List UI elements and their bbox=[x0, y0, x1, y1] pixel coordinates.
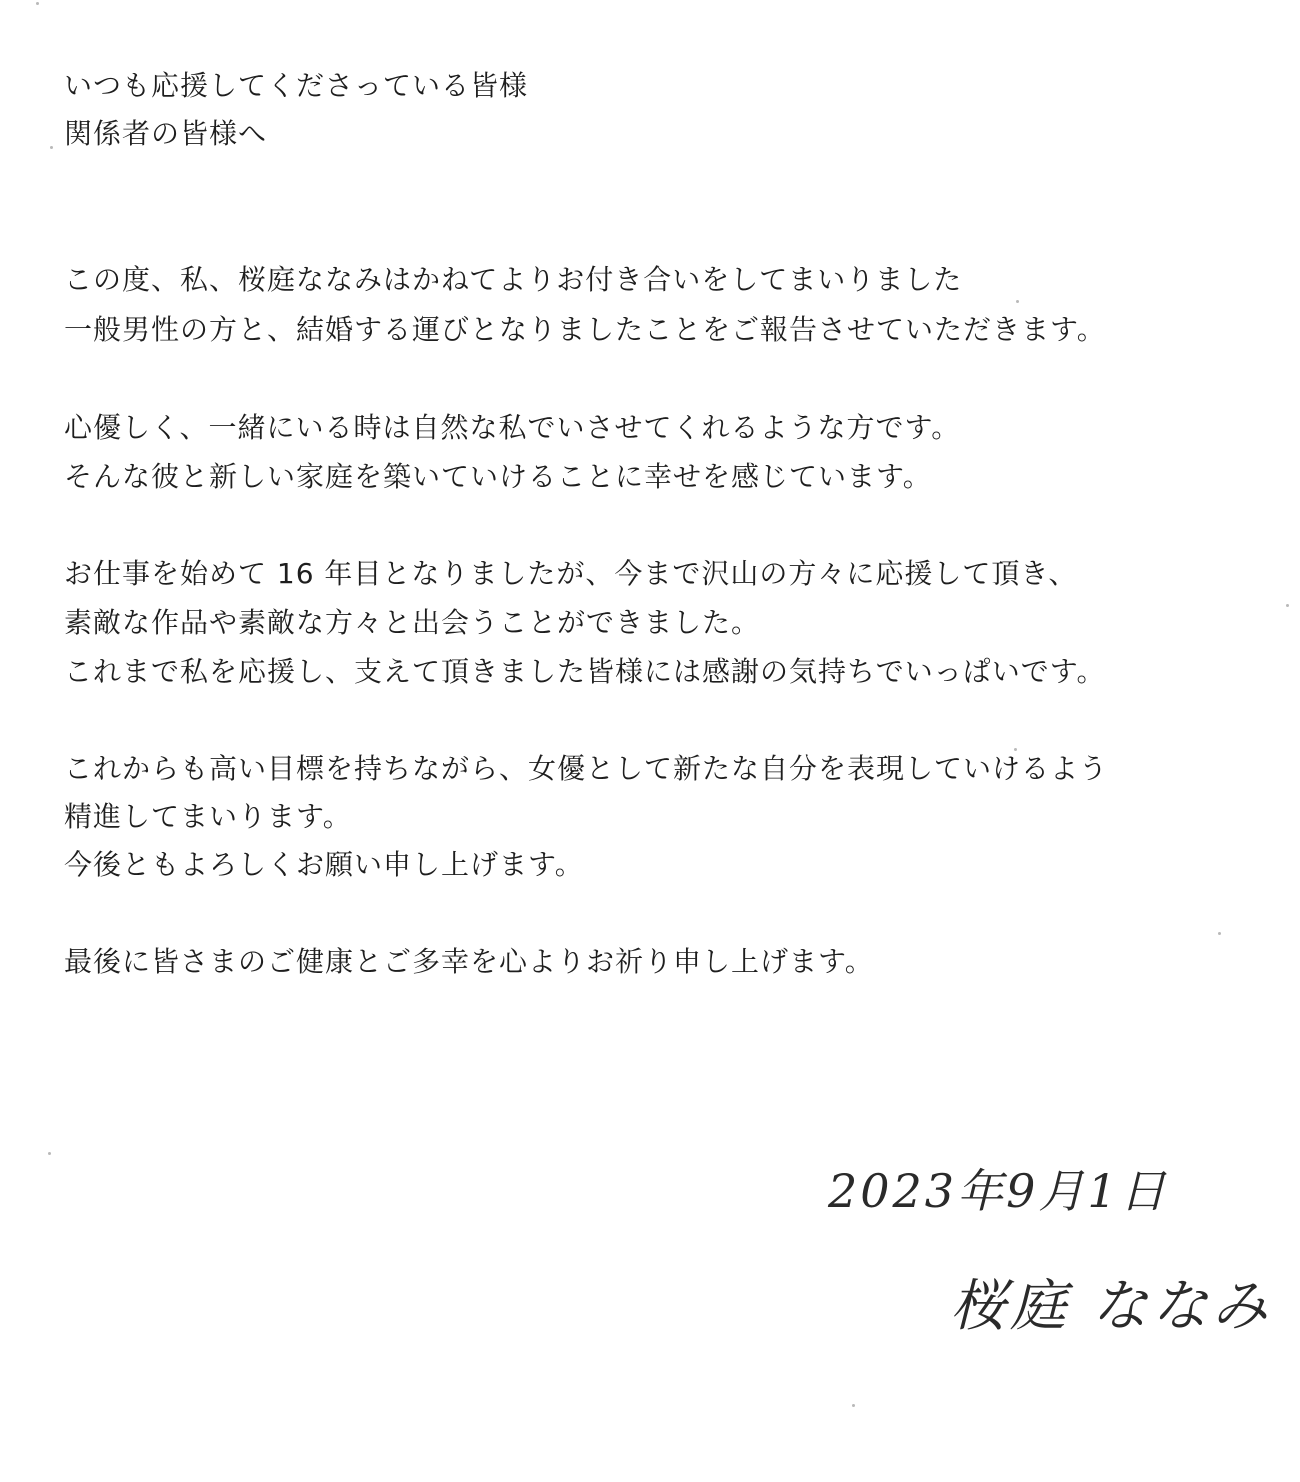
salutation-line-2: 関係者の皆様へ bbox=[64, 117, 268, 150]
scan-speck bbox=[1286, 604, 1289, 607]
handwritten-signature: 桜庭 ななみ bbox=[950, 1274, 1272, 1339]
handwritten-date: 2023年9月1日 bbox=[828, 1164, 1169, 1218]
scan-speck bbox=[1014, 748, 1017, 751]
scan-speck bbox=[852, 1404, 855, 1407]
paragraph-4-line-3: 今後ともよろしくお願い申し上げます。 bbox=[64, 848, 584, 881]
scan-speck bbox=[36, 2, 39, 5]
paragraph-1-line-2: 一般男性の方と、結婚する運びとなりましたことをご報告させていただきます。 bbox=[64, 313, 1106, 346]
paragraph-4-line-1: これからも高い目標を持ちながら、女優として新たな自分を表現していけるよう bbox=[64, 752, 1109, 785]
paragraph-3-line-1: お仕事を始めて 16 年目となりましたが、今まで沢山の方々に応援して頂き、 bbox=[64, 557, 1078, 590]
paragraph-5-line-1: 最後に皆さまのご健康とご多幸を心よりお祈り申し上げます。 bbox=[64, 945, 874, 978]
scan-speck bbox=[50, 146, 53, 149]
scan-speck bbox=[1016, 300, 1019, 303]
paragraph-2-line-1: 心優しく、一緒にいる時は自然な私でいさせてくれるような方です。 bbox=[64, 411, 961, 444]
paragraph-1-line-1: この度、私、桜庭ななみはかねてよりお付き合いをしてまいりました bbox=[64, 263, 963, 296]
paragraph-2-line-2: そんな彼と新しい家庭を築いていけることに幸せを感じています。 bbox=[64, 460, 932, 493]
scan-speck bbox=[48, 1152, 51, 1155]
paragraph-3-line-3: これまで私を応援し、支えて頂きました皆様には感謝の気持ちでいっぱいです。 bbox=[64, 655, 1106, 688]
paragraph-4-line-2: 精進してまいります。 bbox=[64, 800, 352, 833]
paragraph-3-line-2: 素敵な作品や素敵な方々と出会うことができました。 bbox=[64, 606, 761, 639]
scan-speck bbox=[1218, 932, 1221, 935]
salutation-line-1: いつも応援してくださっている皆様 bbox=[64, 69, 529, 102]
